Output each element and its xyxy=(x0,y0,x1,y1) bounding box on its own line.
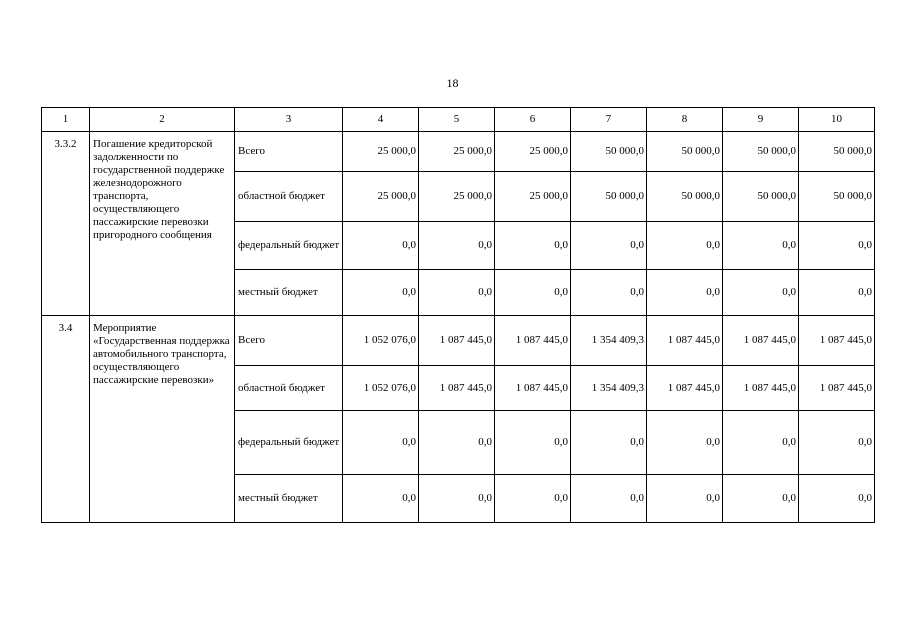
table-cell: 0,0 xyxy=(343,270,419,316)
funding-source: федеральный бюджет xyxy=(235,222,343,270)
table-cell: 1 087 445,0 xyxy=(419,366,495,411)
table-cell: 0,0 xyxy=(799,222,875,270)
table-cell: 1 087 445,0 xyxy=(723,366,799,411)
page-number: 18 xyxy=(446,76,459,90)
table-cell: 25 000,0 xyxy=(419,172,495,222)
column-header: 4 xyxy=(343,108,419,132)
funding-source: Всего xyxy=(235,316,343,366)
table-cell: 25 000,0 xyxy=(495,172,571,222)
table-cell: 50 000,0 xyxy=(647,132,723,172)
table-cell: 1 087 445,0 xyxy=(723,316,799,366)
funding-source: областной бюджет xyxy=(235,172,343,222)
table-cell: 1 354 409,3 xyxy=(571,366,647,411)
column-header: 10 xyxy=(799,108,875,132)
table-cell: 1 354 409,3 xyxy=(571,316,647,366)
table-cell: 50 000,0 xyxy=(571,172,647,222)
table-cell: 0,0 xyxy=(647,222,723,270)
table-cell: 0,0 xyxy=(419,475,495,523)
funding-source: областной бюджет xyxy=(235,366,343,411)
table-cell: 0,0 xyxy=(723,222,799,270)
table-cell: 0,0 xyxy=(571,270,647,316)
table-cell: 0,0 xyxy=(799,270,875,316)
table-cell: 50 000,0 xyxy=(571,132,647,172)
table-header-row xyxy=(42,108,875,132)
column-header: 8 xyxy=(647,108,723,132)
table-cell: 25 000,0 xyxy=(419,132,495,172)
table-cell: 0,0 xyxy=(419,222,495,270)
table-cell: 1 087 445,0 xyxy=(495,366,571,411)
table-cell: 50 000,0 xyxy=(723,132,799,172)
row-name: Мероприятие «Государственная поддержка автомобильного транспорта, осуществляющего пассажирские перевозки» xyxy=(90,316,235,523)
table-cell: 25 000,0 xyxy=(495,132,571,172)
table-cell: 0,0 xyxy=(647,270,723,316)
funding-source: федеральный бюджет xyxy=(235,411,343,475)
table-cell: 50 000,0 xyxy=(799,132,875,172)
row-index: 3.4 xyxy=(42,316,90,523)
column-header: 6 xyxy=(495,108,571,132)
table-cell: 1 052 076,0 xyxy=(343,366,419,411)
table-cell: 0,0 xyxy=(571,475,647,523)
row-name: Погашение кредиторской задолженности по государственной поддержке железнодорожного транспорта, осуществляющего пассажирские перевозки пригородного сообщения xyxy=(90,132,235,316)
table-cell: 0,0 xyxy=(343,475,419,523)
table-cell: 1 087 445,0 xyxy=(419,316,495,366)
table-cell: 0,0 xyxy=(419,270,495,316)
table-cell: 1 087 445,0 xyxy=(799,316,875,366)
table-cell: 0,0 xyxy=(571,411,647,475)
table-cell: 1 087 445,0 xyxy=(647,366,723,411)
table-cell: 25 000,0 xyxy=(343,172,419,222)
column-header: 9 xyxy=(723,108,799,132)
table-cell: 0,0 xyxy=(343,222,419,270)
funding-source: местный бюджет xyxy=(235,475,343,523)
table-cell: 0,0 xyxy=(723,475,799,523)
table-cell: 0,0 xyxy=(419,411,495,475)
table-cell: 0,0 xyxy=(495,411,571,475)
table-cell: 0,0 xyxy=(723,411,799,475)
table-cell: 0,0 xyxy=(723,270,799,316)
table-cell: 25 000,0 xyxy=(343,132,419,172)
table-cell: 0,0 xyxy=(495,475,571,523)
table-cell: 0,0 xyxy=(647,475,723,523)
table-cell: 50 000,0 xyxy=(723,172,799,222)
row-index: 3.3.2 xyxy=(42,132,90,316)
table-cell: 0,0 xyxy=(343,411,419,475)
table-cell: 0,0 xyxy=(799,475,875,523)
table-cell: 0,0 xyxy=(495,222,571,270)
table-cell: 1 052 076,0 xyxy=(343,316,419,366)
column-header: 2 xyxy=(90,108,235,132)
table-cell: 0,0 xyxy=(571,222,647,270)
table-cell: 0,0 xyxy=(647,411,723,475)
table-row xyxy=(42,132,875,172)
column-header: 1 xyxy=(42,108,90,132)
table-row xyxy=(42,316,875,366)
table-cell: 1 087 445,0 xyxy=(799,366,875,411)
column-header: 3 xyxy=(235,108,343,132)
column-header: 5 xyxy=(419,108,495,132)
funding-source: местный бюджет xyxy=(235,270,343,316)
table-cell: 0,0 xyxy=(495,270,571,316)
funding-source: Всего xyxy=(235,132,343,172)
budget-table xyxy=(41,107,875,523)
table-cell: 1 087 445,0 xyxy=(647,316,723,366)
table-cell: 0,0 xyxy=(799,411,875,475)
table-cell: 50 000,0 xyxy=(647,172,723,222)
column-header: 7 xyxy=(571,108,647,132)
table-cell: 50 000,0 xyxy=(799,172,875,222)
table-cell: 1 087 445,0 xyxy=(495,316,571,366)
